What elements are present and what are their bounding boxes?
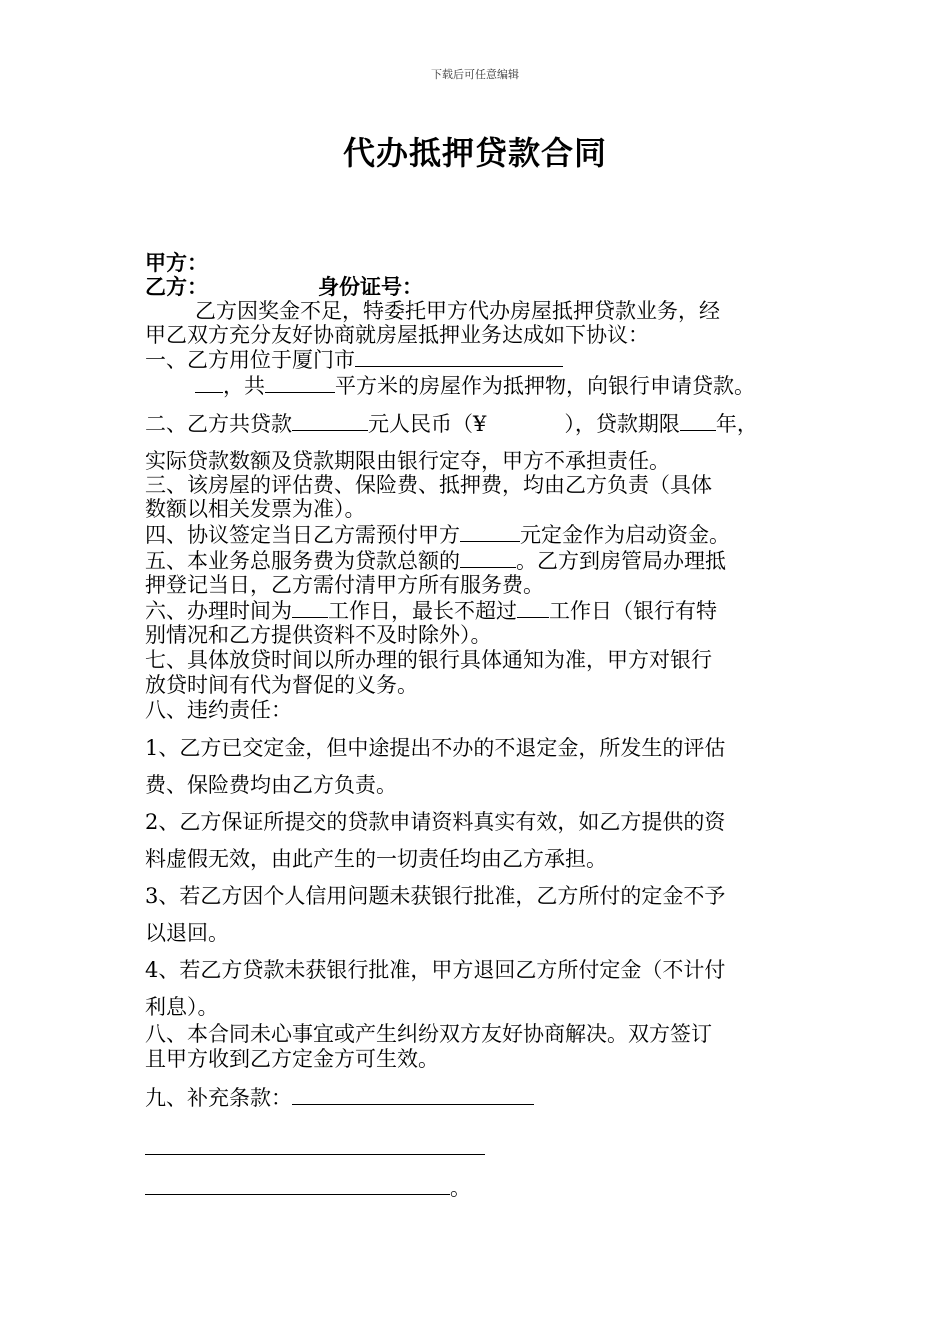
clause-1-line-1 [145,346,563,373]
clause-2-text-d: 年， [715,412,758,436]
clause-2-text-a: 二、乙方共贷款 [145,412,292,436]
clause-8-title: 八、违约责任： [145,698,292,722]
max-days-blank[interactable] [517,597,549,618]
breach-2-line-1: 2、乙方保证所提交的贷款申请资料真实有效，如乙方提供的资 [145,810,726,834]
clause-9 [145,1084,534,1111]
work-days-blank[interactable] [292,597,328,618]
clause-1-text-a: 一、乙方用位于厦门市 [145,348,355,372]
breach-3-line-1: 3、若乙方因个人信用问题未获银行批准，乙方所付的定金不予 [145,884,726,908]
clause-4-text-b: 元定金作为启动资金。 [520,523,730,547]
clause-7-line-1: 七、具体放贷时间以所办理的银行具体通知为准，甲方对银行 [145,648,712,672]
clause-4 [145,521,730,548]
clause-6-line-1 [145,597,717,624]
breach-4-line-2: 利息）。 [145,995,219,1019]
breach-3-line-2: 以退回。 [145,921,229,945]
supplement-blank-2[interactable] [145,1154,485,1155]
id-number-label: 身份证号： [318,274,423,299]
clause-6-text-c: 工作日（银行有特 [549,599,717,623]
intro-line-1: 乙方因奖金不足，特委托甲方代办房屋抵押贷款业务，经 [195,299,720,323]
breach-4-line-1: 4、若乙方贷款未获银行批准，甲方退回乙方所付定金（不计付 [145,958,726,982]
clause-5-line-1 [145,547,726,574]
clause-5-text-a: 五、本业务总服务费为贷款总额的 [145,549,460,573]
fee-rate-blank[interactable] [460,547,516,568]
clause-5-line-2: 押登记当日，乙方需付清甲方所有服务费。 [145,573,544,597]
party-b-row [145,274,423,300]
breach-2-line-2: 料虚假无效，由此产生的一切责任均由乙方承担。 [145,847,607,871]
clause-2-line-2: 实际贷款数额及贷款期限由银行定夺，甲方不承担责任。 [145,449,670,473]
deposit-blank[interactable] [460,521,520,542]
clause-6-text-b: 工作日，最长不超过 [328,599,517,623]
clause-9-label: 九、补充条款： [145,1086,292,1110]
supplement-blank-3[interactable] [145,1174,450,1195]
location-blank[interactable] [355,346,563,367]
document-title: 代办抵押贷款合同 [342,134,607,172]
clause-8b-line-1: 八、本合同未心事宜或产生纠纷双方友好协商解决。双方签订 [145,1022,712,1046]
clause-2-text-c: ），贷款期限 [564,412,680,436]
party-a-label: 甲方： [145,250,208,275]
intro-line-2: 甲乙双方充分友好协商就房屋抵押业务达成如下协议： [145,323,649,347]
clause-2-text-b: 元人民币（¥ [368,412,487,436]
breach-1-line-1: 1、乙方已交定金，但中途提出不办的不退定金，所发生的评估 [145,736,726,760]
clause-2-line-1 [145,410,758,437]
breach-1-line-2: 费、保险费均由乙方负责。 [145,773,397,797]
clause-3-line-1: 三、该房屋的评估费、保险费、抵押费，均由乙方负责（具体 [145,473,712,497]
location-blank-2[interactable] [195,372,223,393]
area-blank[interactable] [265,372,335,393]
clause-6-line-2: 别情况和乙方提供资料不及时除外）。 [145,623,492,647]
clause-5-text-b: 。乙方到房管局办理抵 [516,549,726,573]
party-b-label: 乙方： [145,274,208,299]
clause-4-text-a: 四、协议签定当日乙方需预付甲方 [145,523,460,547]
clause-6-text-a: 六、办理时间为 [145,599,292,623]
supplement-blank-1[interactable] [292,1084,534,1105]
loan-amount-blank[interactable] [292,410,368,431]
header-note: 下载后可任意编辑 [431,68,519,81]
clause-1-line-2 [195,372,755,399]
clause-8b-line-2: 且甲方收到乙方定金方可生效。 [145,1047,439,1071]
loan-term-blank[interactable] [680,410,716,431]
clause-3-line-2: 数额以相关发票为准）。 [145,497,366,521]
clause-1-text-b2: 平方米的房屋作为抵押物，向银行申请贷款。 [335,374,755,398]
supplement-line-3 [145,1174,471,1201]
end-mark: 。 [450,1176,471,1200]
clause-7-line-2: 放贷时间有代为督促的义务。 [145,673,418,697]
clause-1-text-b1: ，共 [223,374,265,398]
